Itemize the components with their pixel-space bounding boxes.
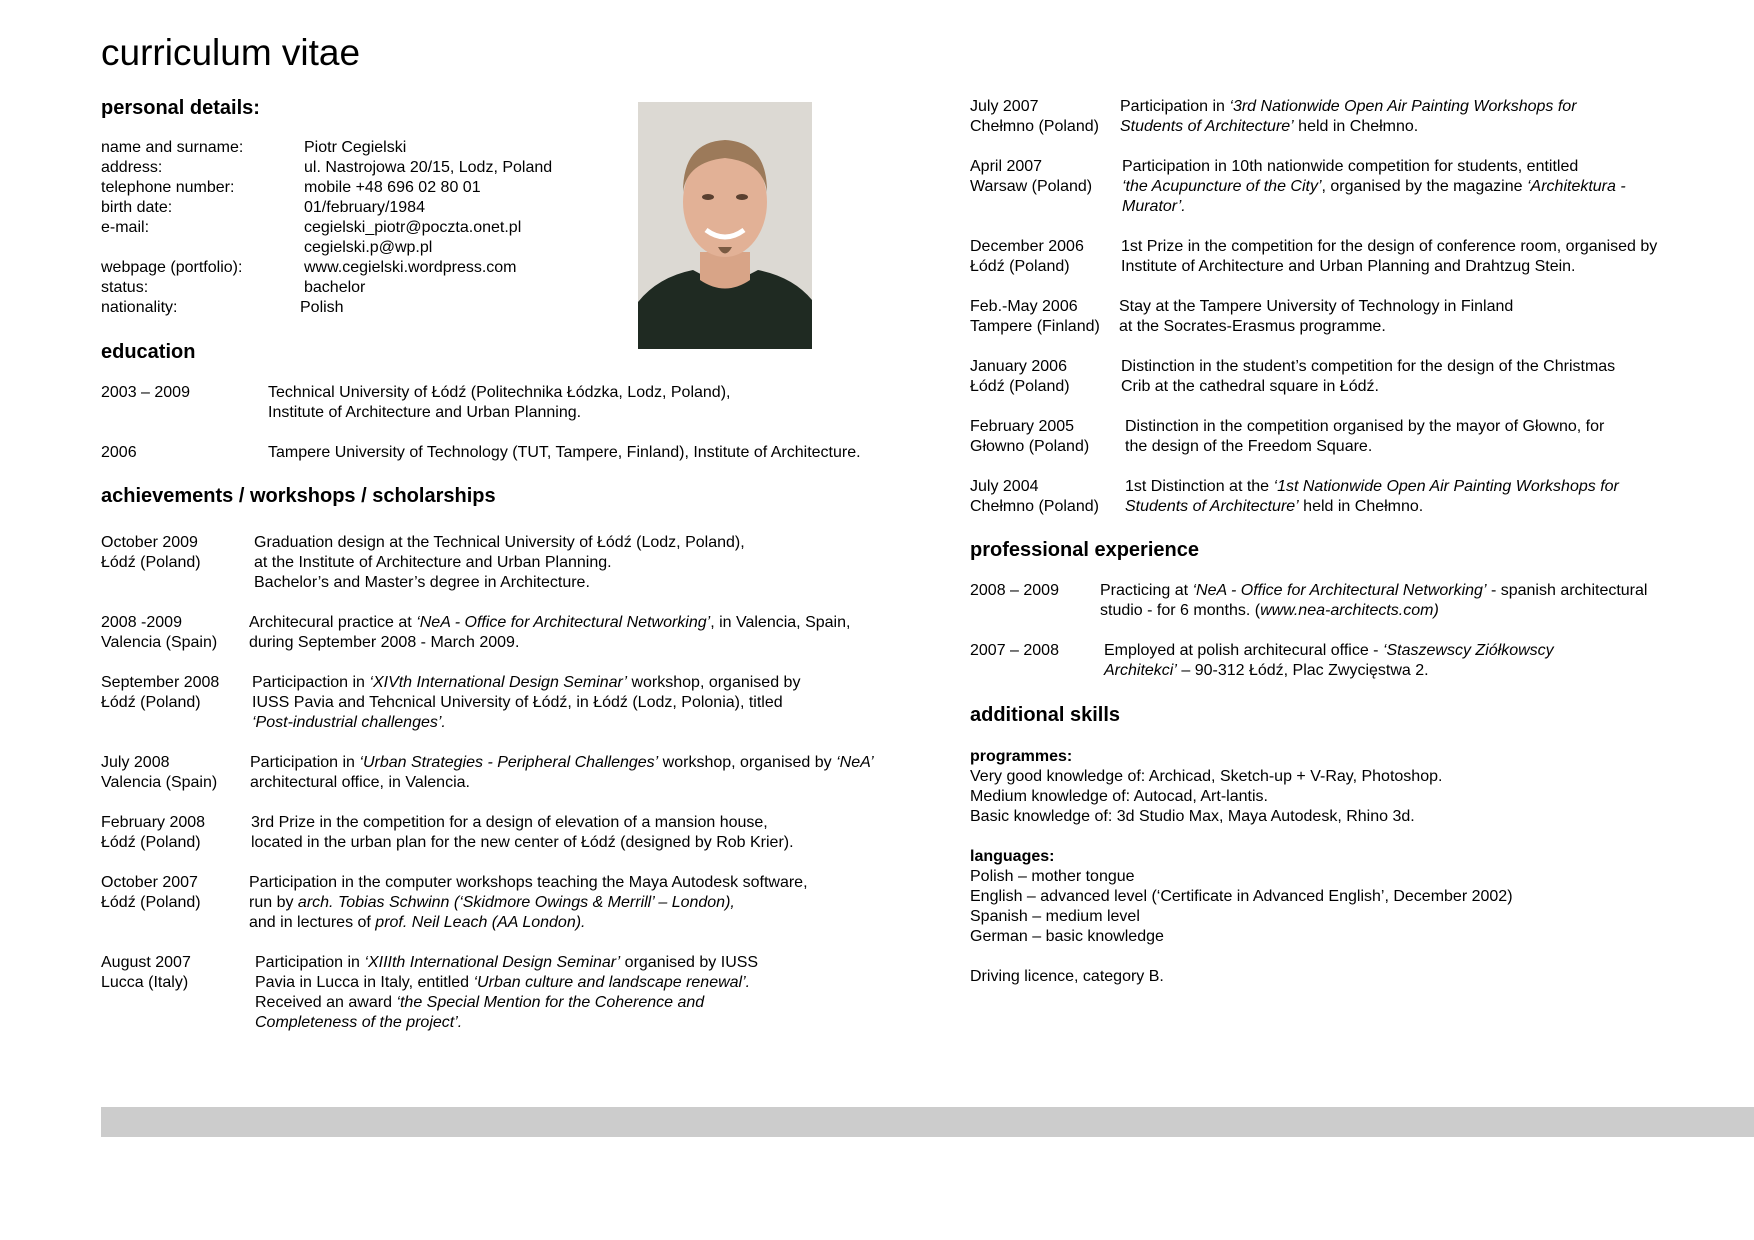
text-run: and in lectures of bbox=[249, 914, 376, 931]
value-webpage: www.cegielski.wordpress.com bbox=[304, 259, 517, 276]
entry-line: at the Institute of Architecture and Urban Planning. bbox=[254, 554, 612, 571]
entry-date: Feb.-May 2006 bbox=[970, 298, 1078, 315]
label-birth-date: birth date: bbox=[101, 199, 173, 216]
experience-description bbox=[1104, 641, 1554, 681]
entry-line: located in the urban plan for the new center of Łódź (designed by Rob Krier). bbox=[251, 834, 794, 851]
entry-place: Łódź (Poland) bbox=[101, 694, 201, 711]
label-webpage: webpage (portfolio): bbox=[101, 259, 243, 276]
entry-date: 2008 -2009 bbox=[101, 614, 182, 631]
entry-date: July 2004 bbox=[970, 478, 1039, 495]
entry-line: architectural office, in Valencia. bbox=[250, 774, 470, 791]
label-nationality: nationality: bbox=[101, 299, 178, 316]
entry-date: January 2006 bbox=[970, 358, 1067, 375]
entry-date: October 2007 bbox=[101, 874, 198, 891]
language-item: German – basic knowledge bbox=[970, 928, 1164, 945]
skills-block bbox=[970, 747, 1513, 987]
education-line: Technical University of Łódź (Politechnika Łódzka, Lodz, Poland), bbox=[268, 384, 731, 401]
entry-line bbox=[1125, 477, 1619, 497]
programme-item: Medium knowledge of: Autocad, Art-lantis. bbox=[970, 788, 1268, 805]
value-name: Piotr Cegielski bbox=[304, 139, 407, 156]
text-run: run by bbox=[249, 894, 298, 911]
entry-place: Chełmno (Poland) bbox=[970, 118, 1099, 135]
entry-date: December 2006 bbox=[970, 238, 1084, 255]
entry-line bbox=[255, 1013, 758, 1033]
additional-skills-heading: additional skills bbox=[970, 704, 1121, 726]
achievement-description bbox=[255, 953, 758, 1033]
value-telephone: mobile +48 696 02 80 01 bbox=[304, 179, 481, 196]
text-run: workshop, organised by bbox=[627, 674, 801, 691]
experience-date bbox=[970, 641, 1059, 661]
text-run: organised by IUSS bbox=[620, 954, 759, 971]
driving-licence: Driving licence, category B. bbox=[970, 968, 1164, 985]
language-item: Spanish – medium level bbox=[970, 908, 1140, 925]
entry-place: Łódź (Poland) bbox=[970, 258, 1070, 275]
entry-line: the design of the Freedom Square. bbox=[1125, 438, 1373, 455]
entry-place: Chełmno (Poland) bbox=[970, 498, 1099, 515]
italic-run: Students of Architecture’ bbox=[1125, 498, 1299, 515]
personal-values bbox=[300, 138, 553, 318]
text-run: , organised by the magazine bbox=[1321, 178, 1527, 195]
italic-run: Architekci’ bbox=[1104, 662, 1177, 679]
text-run: workshop, organised by bbox=[658, 754, 837, 771]
text-run: Participation in bbox=[250, 754, 360, 771]
value-email-2: cegielski.p@wp.pl bbox=[304, 239, 433, 256]
achievement-date-place bbox=[970, 157, 1092, 197]
italic-run: ‘the Acupuncture of the City’ bbox=[1122, 178, 1322, 195]
programmes-label: programmes: bbox=[970, 748, 1073, 765]
entry-line bbox=[249, 913, 808, 933]
achievement-date-place bbox=[970, 237, 1084, 277]
education-date: 2006 bbox=[101, 444, 137, 461]
achievement-date-place bbox=[101, 533, 201, 573]
entry-line: Crib at the cathedral square in Łódź. bbox=[1121, 378, 1379, 395]
achievement-description bbox=[1120, 97, 1577, 137]
text-run: held in Chełmno. bbox=[1293, 118, 1419, 135]
entry-line bbox=[1100, 581, 1647, 601]
education-date: 2003 – 2009 bbox=[101, 384, 190, 401]
entry-line bbox=[249, 613, 850, 633]
entry-line bbox=[1122, 197, 1626, 217]
entry-date: 2007 – 2008 bbox=[970, 642, 1059, 659]
entry-line: Graduation design at the Technical University of Łódź (Lodz, Poland), bbox=[254, 534, 745, 551]
entry-date: July 2008 bbox=[101, 754, 170, 771]
value-email-1: cegielski_piotr@poczta.onet.pl bbox=[304, 219, 522, 236]
entry-place: Lucca (Italy) bbox=[101, 974, 189, 991]
education-entry bbox=[101, 383, 190, 403]
entry-line: Participation in the computer workshops teaching the Maya Autodesk software, bbox=[249, 874, 808, 891]
entry-place: Łódź (Poland) bbox=[101, 894, 201, 911]
personal-details-heading: personal details: bbox=[101, 97, 260, 119]
italic-run: www.nea-architects.com) bbox=[1260, 602, 1439, 619]
programme-item: Very good knowledge of: Archicad, Sketch-up + V-Ray, Photoshop. bbox=[970, 768, 1443, 785]
entry-line bbox=[250, 753, 874, 773]
italic-run: prof. Neil Leach (AA London). bbox=[375, 914, 586, 931]
entry-line bbox=[1125, 497, 1619, 517]
education-text bbox=[268, 443, 861, 463]
footer-bar bbox=[101, 1107, 1754, 1137]
text-run: Received an award bbox=[255, 994, 397, 1011]
achievement-date-place bbox=[970, 477, 1099, 517]
entry-line: Institute of Architecture and Urban Planning and Drahtzug Stein. bbox=[1121, 258, 1576, 275]
value-nationality: Polish bbox=[300, 299, 344, 316]
entry-date: October 2009 bbox=[101, 534, 198, 551]
italic-run: ‘the Special Mention for the Coherence and bbox=[396, 994, 705, 1011]
label-status: status: bbox=[101, 279, 149, 296]
achievement-date-place bbox=[970, 417, 1089, 457]
achievement-description bbox=[1122, 157, 1626, 217]
italic-run: arch. Tobias Schwinn (‘Skidmore Owings & Merrill’ – London), bbox=[297, 894, 735, 911]
personal-labels bbox=[101, 138, 243, 318]
spacer bbox=[970, 827, 1513, 847]
entry-line bbox=[1100, 601, 1647, 621]
entry-line: Participation in 10th nationwide competition for students, entitled bbox=[1122, 158, 1579, 175]
education-line: Tampere University of Technology (TUT, Tampere, Finland), Institute of Architecture. bbox=[268, 444, 861, 461]
entry-place: Łódź (Poland) bbox=[101, 834, 201, 851]
text-run: studio - for 6 months. ( bbox=[1100, 602, 1261, 619]
text-run: Pavia in Lucca in Italy, entitled bbox=[255, 974, 474, 991]
achievement-date-place bbox=[101, 873, 201, 913]
entry-date: July 2007 bbox=[970, 98, 1039, 115]
page-title: curriculum vitae bbox=[101, 32, 361, 73]
achievement-description bbox=[1121, 237, 1657, 277]
text-run: Participation in bbox=[255, 954, 365, 971]
entry-line bbox=[1104, 641, 1554, 661]
achievement-description bbox=[254, 533, 745, 593]
spacer bbox=[970, 947, 1513, 967]
italic-run: ‘NeA - Office for Architectural Networking’ bbox=[416, 614, 711, 631]
entry-place: Głowno (Poland) bbox=[970, 438, 1090, 455]
education-heading: education bbox=[101, 341, 196, 363]
italic-run: Completeness of the project’. bbox=[255, 1014, 463, 1031]
entry-line: Stay at the Tampere University of Technology in Finland bbox=[1119, 298, 1514, 315]
entry-line: 1st Prize in the competition for the design of conference room, organised by bbox=[1121, 238, 1658, 255]
text-run: - spanish architectural bbox=[1486, 582, 1648, 599]
entry-place: Valencia (Spain) bbox=[101, 774, 218, 791]
italic-run: ‘NeA’ bbox=[836, 754, 874, 771]
italic-run: ‘Urban culture and landscape renewal’. bbox=[473, 974, 751, 991]
achievement-date-place bbox=[970, 357, 1070, 397]
entry-place: Łódź (Poland) bbox=[970, 378, 1070, 395]
experience-description bbox=[1100, 581, 1647, 621]
italic-run: ‘1st Nationwide Open Air Painting Workshops for bbox=[1273, 478, 1619, 495]
achievement-date-place bbox=[101, 673, 219, 713]
education-line: Institute of Architecture and Urban Planning. bbox=[268, 404, 582, 421]
entry-line bbox=[1104, 661, 1554, 681]
label-empty bbox=[101, 238, 243, 258]
italic-run: Students of Architecture’ bbox=[1120, 118, 1294, 135]
achievement-description bbox=[1125, 477, 1619, 517]
entry-line bbox=[1122, 177, 1626, 197]
education-entry bbox=[101, 443, 137, 463]
entry-place: Warsaw (Poland) bbox=[970, 178, 1093, 195]
language-item: English – advanced level (‘Certificate in Advanced English’, December 2002) bbox=[970, 888, 1513, 905]
achievement-date-place bbox=[101, 613, 217, 653]
experience-date bbox=[970, 581, 1059, 601]
entry-line bbox=[252, 713, 800, 733]
achievement-description bbox=[1119, 297, 1513, 337]
entry-line: at the Socrates-Erasmus programme. bbox=[1119, 318, 1386, 335]
text-run: held in Chełmno. bbox=[1298, 498, 1424, 515]
achievement-description bbox=[249, 613, 850, 653]
italic-run: ‘Urban Strategies - Peripheral Challenges’ bbox=[359, 754, 659, 771]
entry-date: September 2008 bbox=[101, 674, 220, 691]
entry-line bbox=[1120, 117, 1577, 137]
label-name: name and surname: bbox=[101, 139, 244, 156]
italic-run: ‘3rd Nationwide Open Air Painting Workshops for bbox=[1229, 98, 1577, 115]
entry-place: Tampere (Finland) bbox=[970, 318, 1100, 335]
entry-date: February 2005 bbox=[970, 418, 1075, 435]
entry-line: IUSS Pavia and Tehcnical University of Łódź, in Łódź (Lodz, Polonia), titled bbox=[252, 694, 783, 711]
italic-run: ‘XIVth International Design Seminar’ bbox=[369, 674, 628, 691]
label-address: address: bbox=[101, 159, 163, 176]
entry-date: April 2007 bbox=[970, 158, 1043, 175]
achievement-description bbox=[1121, 357, 1615, 397]
entry-line: Distinction in the competition organised by the mayor of Głowno, for bbox=[1125, 418, 1605, 435]
professional-experience-heading: professional experience bbox=[970, 539, 1199, 561]
entry-line: during September 2008 - March 2009. bbox=[249, 634, 520, 651]
entry-line bbox=[1120, 97, 1577, 117]
achievement-date-place bbox=[101, 953, 191, 993]
education-text bbox=[268, 383, 730, 423]
achievement-description bbox=[1125, 417, 1604, 457]
value-address: ul. Nastrojowa 20/15, Lodz, Poland bbox=[304, 159, 553, 176]
entry-line: Distinction in the student’s competition for the design of the Christmas bbox=[1121, 358, 1616, 375]
achievement-date-place bbox=[970, 97, 1099, 137]
text-run: – 90-312 Łódź, Plac Zwycięstwa 2. bbox=[1176, 662, 1429, 679]
achievement-description bbox=[249, 873, 808, 933]
entry-date: 2008 – 2009 bbox=[970, 582, 1059, 599]
italic-run: ‘Architektura - bbox=[1526, 178, 1626, 195]
programme-item: Basic knowledge of: 3d Studio Max, Maya Autodesk, Rhino 3d. bbox=[970, 808, 1415, 825]
text-run: Employed at polish architecural office - bbox=[1104, 642, 1383, 659]
entry-date: August 2007 bbox=[101, 954, 191, 971]
entry-line: Bachelor’s and Master’s degree in Architecture. bbox=[254, 574, 590, 591]
achievements-heading: achievements / workshops / scholarships bbox=[101, 485, 496, 507]
italic-run: ‘Staszewscy Ziółkowscy bbox=[1382, 642, 1554, 659]
language-item: Polish – mother tongue bbox=[970, 868, 1135, 885]
achievement-description bbox=[251, 813, 794, 853]
entry-line bbox=[255, 993, 758, 1013]
entry-line bbox=[249, 893, 808, 913]
text-run: Architecural practice at bbox=[249, 614, 417, 631]
entry-date: February 2008 bbox=[101, 814, 206, 831]
achievement-date-place bbox=[101, 753, 217, 793]
achievement-description bbox=[252, 673, 800, 733]
entry-line bbox=[252, 673, 800, 693]
italic-run: Murator’. bbox=[1122, 198, 1186, 215]
text-run: , in Valencia, Spain, bbox=[710, 614, 851, 631]
portrait-photo bbox=[638, 102, 812, 349]
entry-place: Łódź (Poland) bbox=[101, 554, 201, 571]
languages-label: languages: bbox=[970, 848, 1055, 865]
achievement-date-place bbox=[970, 297, 1100, 337]
entry-place: Valencia (Spain) bbox=[101, 634, 218, 651]
text-run: Practicing at bbox=[1100, 582, 1193, 599]
italic-run: ‘Post-industrial challenges’. bbox=[252, 714, 446, 731]
entry-line bbox=[255, 973, 758, 993]
text-run: Participation in bbox=[1120, 98, 1230, 115]
achievement-description bbox=[250, 753, 874, 793]
text-run: 1st Distinction at the bbox=[1125, 478, 1274, 495]
entry-line: 3rd Prize in the competition for a design of elevation of a mansion house, bbox=[251, 814, 768, 831]
achievement-date-place bbox=[101, 813, 205, 853]
text-run: Participaction in bbox=[252, 674, 370, 691]
italic-run: ‘XIIIth International Design Seminar’ bbox=[364, 954, 621, 971]
italic-run: ‘NeA - Office for Architectural Networking’ bbox=[1192, 582, 1487, 599]
entry-line bbox=[255, 953, 758, 973]
value-birth-date: 01/february/1984 bbox=[304, 199, 425, 216]
value-status: bachelor bbox=[304, 279, 366, 296]
label-email: e-mail: bbox=[101, 219, 150, 236]
label-telephone: telephone number: bbox=[101, 179, 235, 196]
